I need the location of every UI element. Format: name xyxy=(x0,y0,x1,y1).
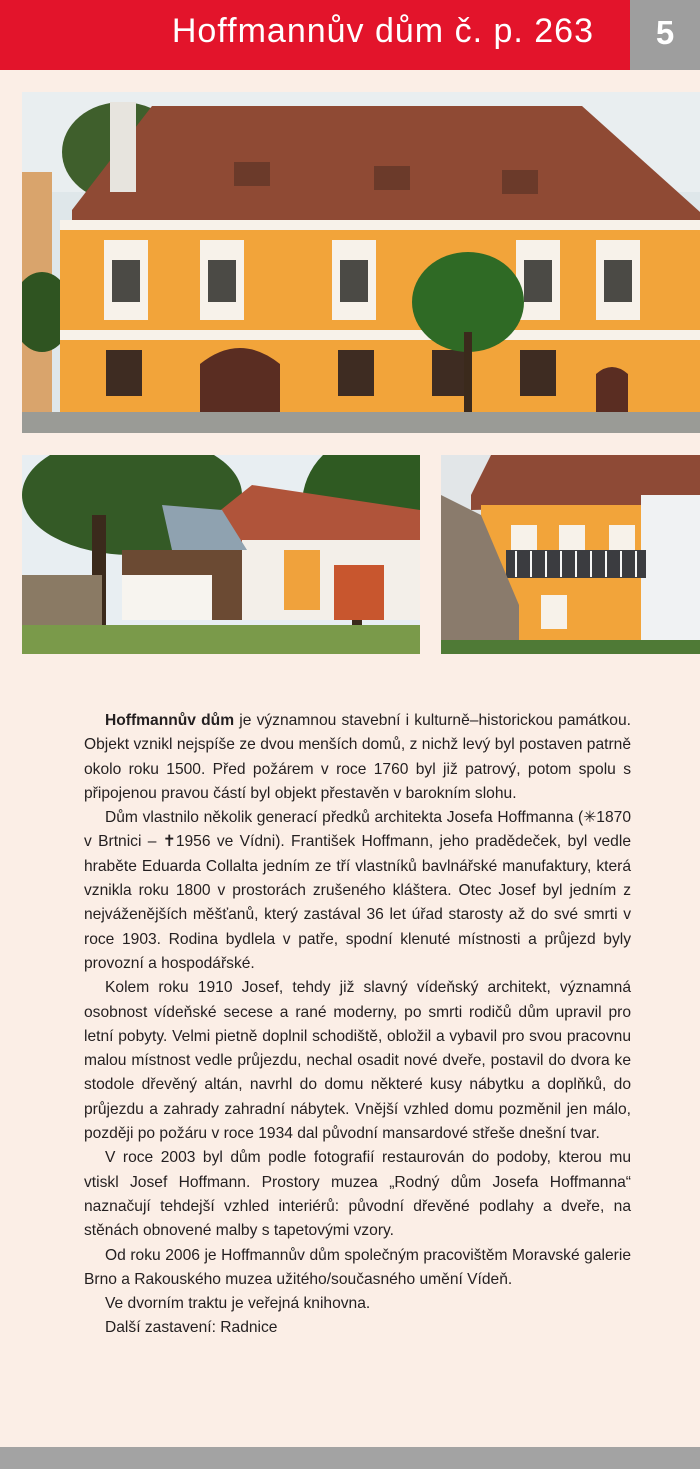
article-lead: Hoffmannův dům xyxy=(105,712,235,729)
page-title: Hoffmannův dům č. p. 263 xyxy=(171,12,594,50)
paragraph: Dům vlastnilo několik generací předků architekta Josefa Hoffmanna (✳1870 v Brtnici – ✝1956 ve Vídni). František Hoffmann, jeho pradědeček, byl vedle hraběte Eduarda Collalta jedním ze tří vlastníků bavlnářské manufaktury, která vznikla roku 1800 v prostorách zrušeného kláštera. Otec Josef byl jedním z nejváženějších měšťanů, který zastával 36 let úřad starosty až do své smrti v roce 1903. Rodina bydlela v patře, spodní klenuté místnosti a průjezd byly provozní a hospodářské. xyxy=(84,809,631,972)
page-header xyxy=(0,0,700,70)
house-facade-photo xyxy=(22,92,700,433)
paragraph: V roce 2003 byl dům podle fotografií restaurován do podoby, kterou mu vtiskl Josef Hoffmann. Prostory muzea „Rodný dům Josefa Hoffmanna“ naznačují tehdejší vzhled interiérů: původní dřevěné podlahy a dveře, na stěnách obnovené malby s tapetovými vzory. xyxy=(84,1149,631,1240)
paragraph: Kolem roku 1910 Josef, tehdy již slavný vídeňský architekt, významná osobnost vídeňské secese a rané moderny, po smrti rodičů dům upravil pro letní pobyty. Velmi pietně doplnil schodiště, obložil a vybavil pro svou pracovnu malou místnost vedle průjezdu, nechal osadit nové dveře, postavil do dvora ke stodole dřevěný altán, navrhl do domu některé kusy nábytku a doplňků, do průjezdu a zahrady zahradní nábytek. Vnější vzhled domu pozměnil jen málo, později po požáru v roce 1934 dal původní mansardové střeše dnešní tvar. xyxy=(84,979,631,1143)
title-bar xyxy=(0,0,630,70)
page-number: 5 xyxy=(655,14,675,51)
paragraph: Od roku 2006 je Hoffmannův dům společným pracovištěm Moravské galerie Brno a Rakouského muzea užitého/současného umění Vídeň. xyxy=(84,1246,631,1288)
footer-bar xyxy=(0,1447,700,1469)
page-number-badge xyxy=(630,0,700,70)
paragraph: Ve dvorním traktu je veřejná knihovna. xyxy=(105,1295,371,1313)
garden-barn-photo xyxy=(22,455,420,654)
article-body xyxy=(84,709,631,1341)
courtyard-photo xyxy=(441,455,700,654)
next-stop: Další zastavení: Radnice xyxy=(105,1319,278,1337)
paragraph-text: je významnou stavební i kulturně–historickou památkou. Objekt vznikl nejspíše ze dvou menších domů, z nichž levý byl postaven patrně okolo roku 1500. Před požárem v roce 1760 byl již patrový, potom spolu s připojenou pravou částí byl objekt přestavěn v barokním slohu. xyxy=(84,712,631,802)
paragraph xyxy=(84,709,631,806)
